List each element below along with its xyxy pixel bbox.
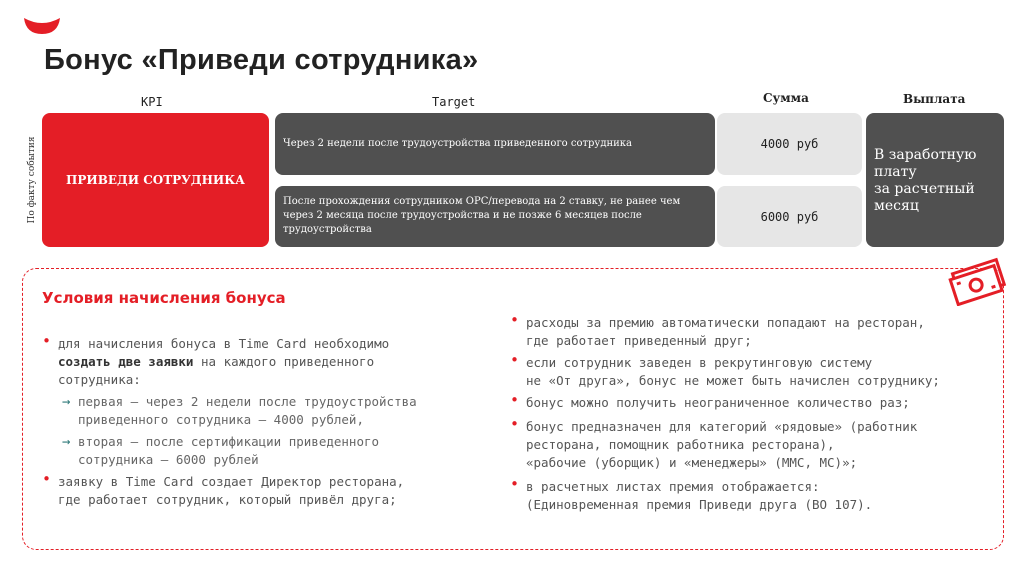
conditions-title: Условия начисления бонуса bbox=[42, 289, 286, 307]
page-title: Бонус «Приведи сотрудника» bbox=[44, 44, 479, 76]
header-target: Target bbox=[432, 95, 476, 109]
list-item: • для начисления бонуса в Time Card необходимо создать две заявки на каждого приведенного сотрудника: bbox=[42, 332, 390, 387]
list-item: • в расчетных листах премия отображается: (Единовременная премия Приведи друга (ВО 107). bbox=[510, 475, 873, 512]
target-text-1: Через 2 недели после трудоустройства приведенного сотрудника bbox=[283, 138, 633, 149]
target-box-2 bbox=[275, 186, 715, 247]
target-box-1 bbox=[275, 113, 715, 175]
list-item: • бонус можно получить неограниченное количество раз; bbox=[510, 391, 910, 410]
list-item: • заявку в Time Card создает Директор ресторана, где работает сотрудник, который привёл друга; bbox=[42, 470, 405, 507]
sum-value-1: 4000 руб bbox=[760, 137, 819, 151]
payout-line: месяц bbox=[874, 198, 919, 214]
payout-box bbox=[866, 113, 1004, 247]
kpi-label: ПРИВЕДИ СОТРУДНИКА bbox=[66, 173, 245, 187]
list-subitem: → вторая – после сертификации приведенного сотрудника – 6000 рублей bbox=[62, 434, 380, 467]
header-sum: Сумма bbox=[763, 91, 809, 105]
conditions-right-list bbox=[510, 311, 1000, 514]
sum-box-2 bbox=[717, 186, 862, 247]
payout-line: плату bbox=[874, 164, 917, 180]
list-subitem: → первая – через 2 недели после трудоустройства приведенного сотрудника – 4000 рублей, bbox=[62, 394, 417, 427]
list-item: • бонус предназначен для категорий «рядовые» (работник ресторана, помощник работника ресторана), «рабочие (уборщик) и «менеджеры» (ММС, МС)»; bbox=[510, 415, 918, 470]
list-item: • если сотрудник заведен в рекрутинговую систему не «От друга», бонус не может быть начислен сотруднику; bbox=[510, 351, 940, 388]
header-kpi: KPI bbox=[141, 95, 163, 109]
vertical-label: По факту события bbox=[27, 136, 37, 224]
sum-value-2: 6000 руб bbox=[760, 209, 819, 224]
target-text-2: После прохождения сотрудником ОРС/перевода на 2 ставку, не ранее чем через 2 месяца после трудоустройства и не позже 6 месяцев после трудоустройства bbox=[283, 196, 681, 235]
sum-box-1 bbox=[717, 113, 862, 175]
payout-line: за расчетный bbox=[874, 181, 975, 197]
money-icon bbox=[948, 256, 1010, 306]
list-item: • расходы за премию автоматически попадают на ресторан, где работает приведенный друг; bbox=[510, 311, 925, 348]
payout-line: В заработную bbox=[874, 147, 977, 163]
kpi-box bbox=[42, 113, 269, 247]
header-payout: Выплата bbox=[903, 92, 966, 106]
logo-icon bbox=[22, 14, 62, 36]
conditions-left-list bbox=[42, 332, 482, 509]
